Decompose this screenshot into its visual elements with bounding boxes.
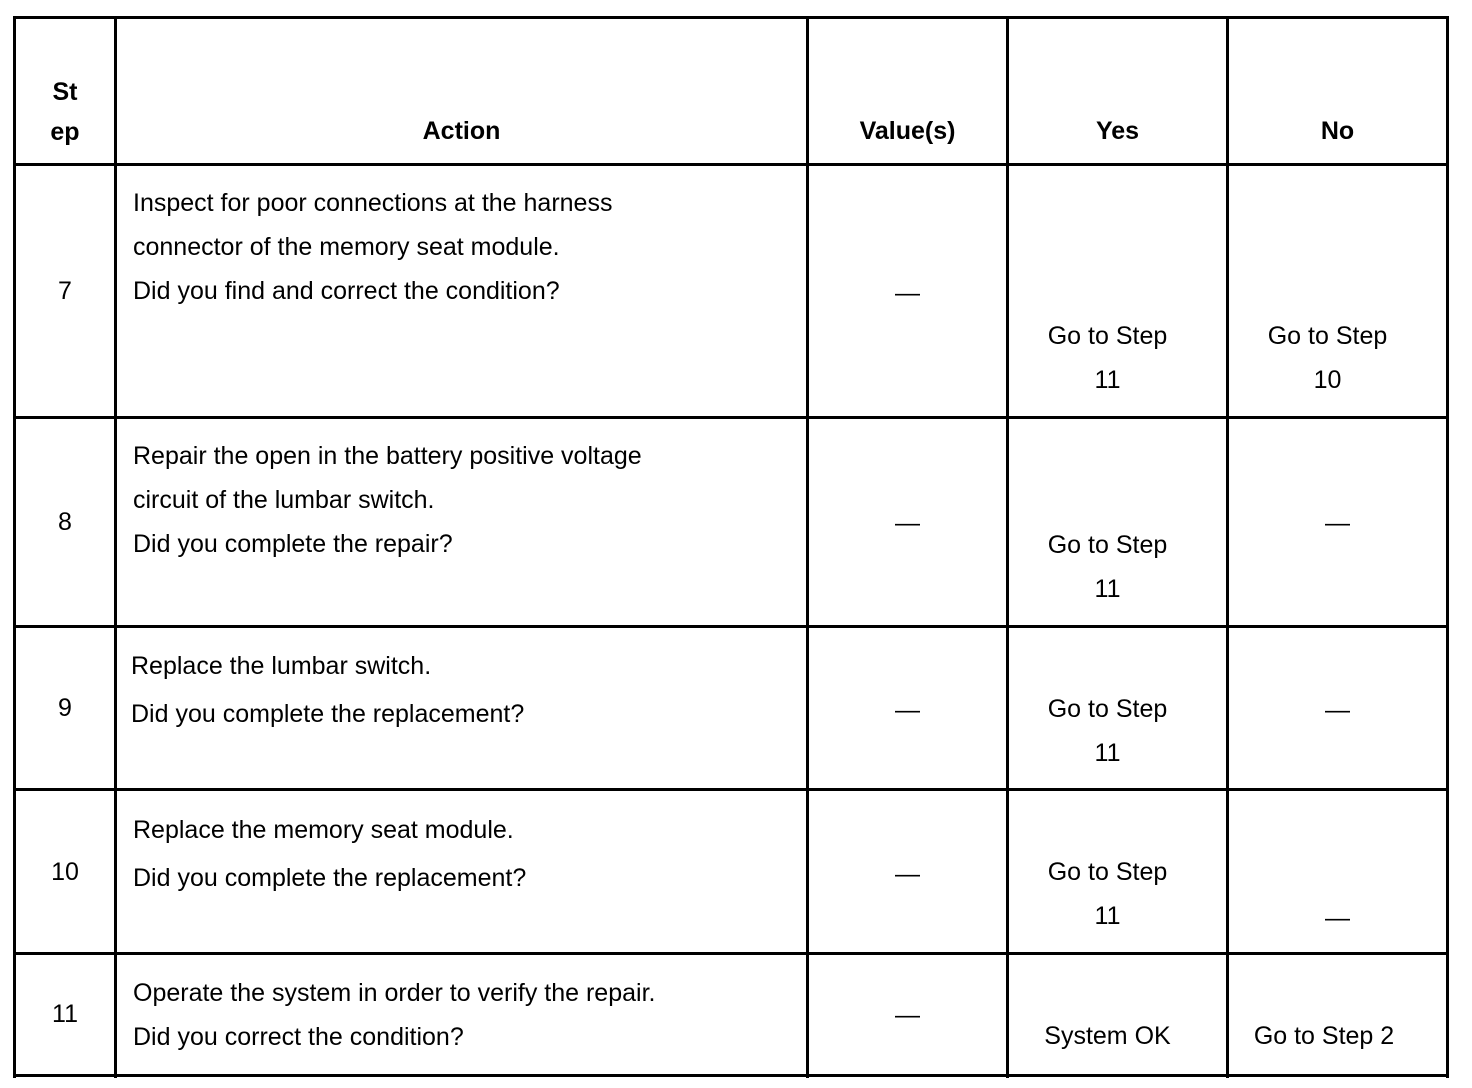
- value-cell: —: [895, 860, 920, 888]
- yes-cell: Go to Step 11: [1047, 695, 1168, 767]
- header-action: Action: [422, 117, 501, 145]
- grid-line: [13, 625, 1449, 628]
- grid-line: [13, 788, 1449, 791]
- action-text: Inspect for poor connections at the harness connector of the memory seat module. Did you find and correct the condition?: [133, 189, 613, 305]
- grid-line: [13, 416, 1449, 419]
- value-cell: —: [895, 696, 920, 724]
- grid-line: [13, 952, 1449, 955]
- step-number: 11: [52, 1000, 78, 1028]
- grid-line: [13, 1074, 1449, 1077]
- grid-line: [114, 16, 117, 1078]
- grid-line: [806, 16, 809, 1078]
- no-cell: Go to Step 2: [1253, 1022, 1395, 1050]
- value-cell: —: [895, 509, 920, 537]
- yes-cell: Go to Step 11: [1047, 322, 1168, 394]
- yes-cell: Go to Step 11: [1047, 858, 1168, 930]
- yes-cell: System OK: [1044, 1022, 1171, 1050]
- action-text: Repair the open in the battery positive voltage circuit of the lumbar switch. Did you complete the repair?: [133, 442, 642, 558]
- step-number: 7: [58, 277, 72, 305]
- grid-line: [13, 16, 1449, 19]
- step-number: 8: [58, 508, 72, 536]
- no-cell: —: [1325, 509, 1350, 537]
- grid-line: [13, 16, 16, 1078]
- diagnostic-table: [13, 16, 1449, 1078]
- action-text: Replace the lumbar switch. Did you complete the replacement?: [131, 652, 525, 728]
- header-no: No: [1320, 117, 1355, 145]
- no-cell: —: [1325, 696, 1350, 724]
- action-text: Operate the system in order to verify the repair. Did you correct the condition?: [133, 979, 656, 1051]
- no-cell: —: [1325, 904, 1350, 932]
- value-cell: —: [895, 1001, 920, 1029]
- grid-line: [13, 163, 1449, 166]
- header-yes: Yes: [1095, 117, 1140, 145]
- no-cell: Go to Step 10: [1267, 322, 1388, 394]
- step-number: 10: [51, 858, 79, 886]
- header-step: St ep: [50, 78, 80, 146]
- action-text: Replace the memory seat module. Did you complete the replacement?: [133, 816, 527, 892]
- grid-line: [1446, 16, 1449, 1078]
- step-number: 9: [58, 694, 72, 722]
- yes-cell: Go to Step 11: [1047, 531, 1168, 603]
- value-cell: —: [895, 279, 920, 307]
- header-values: Value(s): [859, 117, 956, 145]
